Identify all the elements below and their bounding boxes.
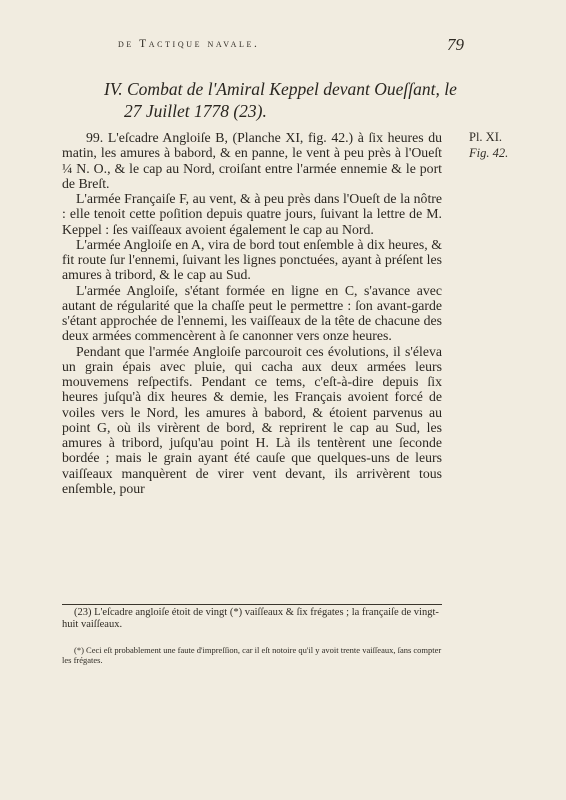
footnote-rule <box>62 604 442 605</box>
paragraph: 99. L'eſcadre Angloiſe B, (Planche XI, fig. 42.) à ſix heures du matin, les amures à babord, & en panne, le vent à peu près à l'Oueſt ¼ N. O., & le cap au Nord, croiſant entre l'armée ennemie & le port de Breſt. <box>62 130 442 191</box>
margin-note-plate: Pl. XI. <box>469 130 502 144</box>
paragraph: Pendant que l'armée Angloiſe parcouroit ces évolutions, il s'éleva un grain épais avec pluie, qui cacha aux deux armées leurs mouvemens reſpectifs. Pendant ce tems, c'eſt-à-dire depuis ſix heures juſqu'à dix heures & demie, les Français avoient forcé de voiles vers le Nord, les amures à babord, & étoient parvenus au point G, où ils virèrent de bord, & reprirent le cap au Sud, les amures à tribord, juſqu'au point H. Là ils tentèrent une ſeconde bordée ; mais le grain ayant été cauſe que quelques-uns de leurs vaiſſeaux manquèrent de virer vent devant, ils arrivèrent tous enſemble, pour <box>62 343 442 496</box>
section-title-line-2: 27 Juillet 1778 (23). <box>124 101 267 121</box>
paragraph: L'armée Angloiſe en A, vira de bord tout enſemble à dix heures, & fit route ſur l'ennemi, ſuivant les lignes ponctuées, ayant à préſent les amures à tribord, & le cap au Sud. <box>62 236 442 283</box>
paragraph: L'armée Françaiſe F, au vent, & à peu près dans l'Oueſt de la nôtre : elle tenoit cette poſition depuis quatre jours, ſuivant la lettre de M. Keppel : ſes vaiſſeaux avoient également le cap au Nord. <box>62 191 442 237</box>
page-number: 79 <box>447 35 464 54</box>
paragraph: L'armée Angloiſe, s'étant formée en ligne en C, s'avance avec autant de régularité que la chaſſe peut le permettre : ſon avant-garde s'étant approchée de l'ennemi, les vaiſſeaux de la tête de chacune des deux armées commencèrent à ſe canonner vers onze heures. <box>62 282 442 344</box>
section-title-line-1: IV. Combat de l'Amiral Keppel devant Oueſſant, le <box>104 79 457 99</box>
running-head <box>118 35 464 54</box>
footnotes <box>62 607 442 665</box>
running-title: de Tactique navale. <box>118 38 260 50</box>
margin-note-figure: Fig. 42. <box>469 146 509 160</box>
footnote-23: (23) L'eſcadre angloiſe étoit de vingt (*) vaiſſeaux & ſix frégates ; la françaiſe de vingt-huit vaiſſeaux. <box>62 607 439 630</box>
footnote-asterisk: (*) Ceci eſt probablement une faute d'impreſſion, car il eſt notoire qu'il y avoit trente vaiſſeaux, ſans compter les frégates. <box>62 645 442 665</box>
section-title <box>104 78 460 122</box>
body-text <box>62 130 442 496</box>
